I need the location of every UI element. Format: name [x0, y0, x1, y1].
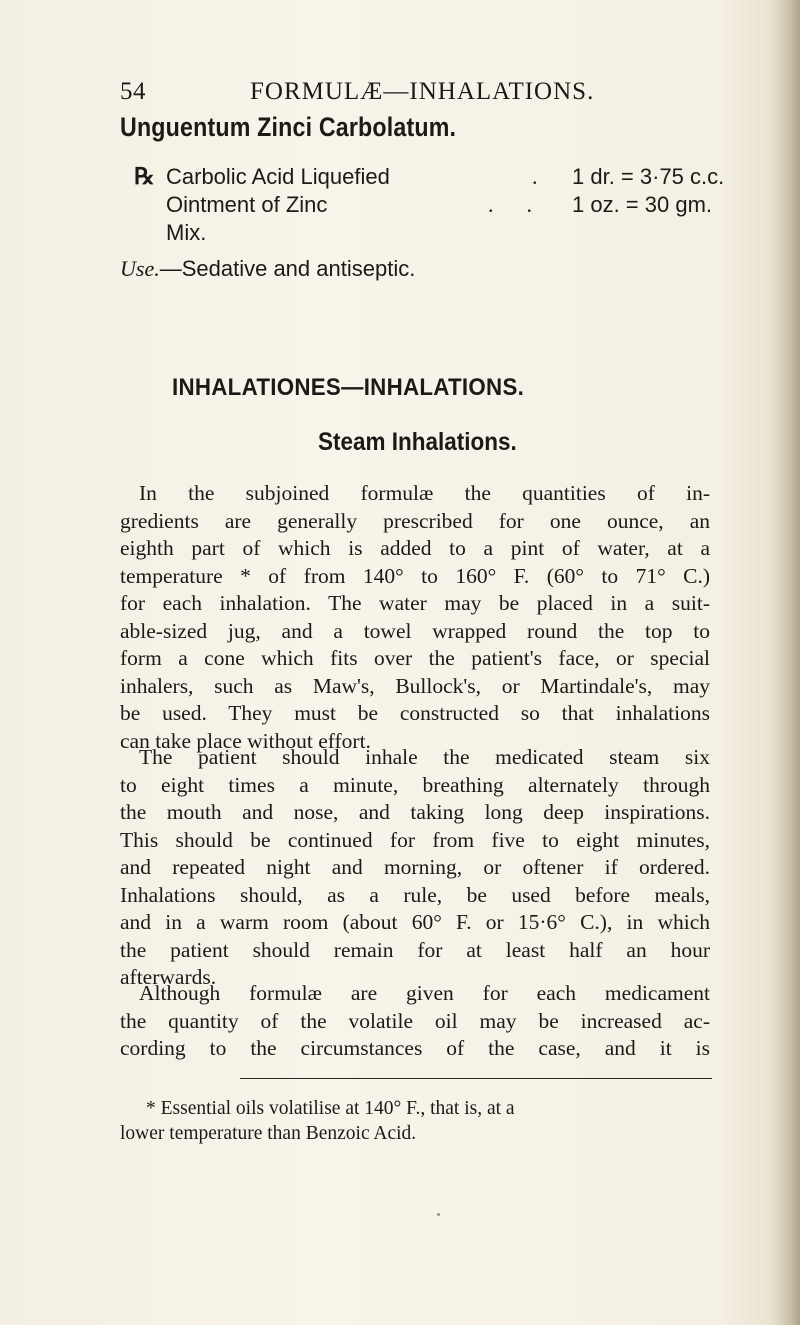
text-line: Although formulæ are given for each medicament	[139, 981, 710, 1005]
mix-instruction: Mix.	[166, 220, 207, 245]
text-line: gredients are generally prescribed for one ounce, an	[120, 508, 710, 533]
footnote-rule	[240, 1078, 712, 1079]
page-edge-shadow	[770, 0, 800, 1325]
use-line	[120, 256, 415, 282]
text-line: The patient should inhale the medicated steam six	[139, 745, 710, 769]
page-number: 54	[120, 78, 146, 105]
text-line: cording to the circumstances of the case, and it is	[120, 1036, 710, 1060]
ingredient-row	[120, 164, 725, 192]
subsection-title: Steam Inhalations.	[318, 428, 517, 456]
paragraph-1	[120, 480, 710, 755]
text-line: be used. They must be constructed so that inhalations	[120, 701, 710, 725]
rx-symbol: ℞	[134, 164, 155, 189]
text-line: and in a warm room (about 60° F. or 15·6° C.), in which	[120, 910, 710, 934]
text-line: able-sized jug, and a towel wrapped round the top to	[120, 618, 710, 643]
text-line: the mouth and nose, and taking long deep inspirations.	[120, 800, 710, 824]
text-line: can take place without effort.	[120, 728, 371, 753]
section-title: INHALATIONES—INHALATIONS.	[172, 374, 525, 401]
text-line: the quantity of the volatile oil may be increased ac-	[120, 1008, 710, 1033]
footnote-line: * Essential oils volatilise at 140° F., that is, at a	[146, 1098, 515, 1119]
text-line: form a cone which fits over the patient's face, or special	[120, 646, 710, 670]
text-line: to eight times a minute, breathing alternately through	[120, 772, 710, 797]
ingredient-name: Carbolic Acid Liquefied	[166, 164, 390, 189]
text-line: This should be continued for from five to eight minutes,	[120, 827, 710, 852]
text-line: eighth part of which is added to a pint of water, at a	[120, 536, 710, 560]
ingredient-leader-dots: .	[532, 164, 538, 189]
text-line: temperature * of from 140° to 160° F. (60° to 71° C.)	[120, 563, 710, 588]
ingredient-quantity: 1 dr. = 3·75 c.c.	[572, 164, 725, 189]
use-text: —Sedative and antiseptic.	[159, 256, 416, 281]
text-line: the patient should remain for at least half an hour	[120, 937, 710, 962]
running-head	[0, 74, 800, 114]
footnote	[120, 1096, 710, 1146]
ingredient-name: Ointment of Zinc	[166, 192, 328, 217]
use-label: Use.	[120, 256, 160, 281]
paragraph-2	[120, 744, 710, 992]
recipe-title: Unguentum Zinci Carbolatum.	[120, 112, 457, 142]
paper-speck	[437, 1213, 440, 1216]
text-line: In the subjoined formulæ the quantities of in-	[139, 481, 710, 505]
text-line: for each inhalation. The water may be placed in a suit-	[120, 591, 710, 615]
text-line: afterwards.	[120, 965, 217, 989]
text-line: Inhalations should, as a rule, be used before meals,	[120, 882, 710, 907]
ingredient-row	[120, 192, 720, 220]
ingredient-leader-dots: . .	[488, 192, 532, 217]
ingredient-quantity: 1 oz. = 30 gm.	[572, 192, 713, 217]
footnote-line: lower temperature than Benzoic Acid.	[120, 1123, 417, 1144]
paragraph-3	[120, 980, 710, 1063]
running-title: FORMULÆ—INHALATIONS.	[250, 78, 595, 105]
text-line: and repeated night and morning, or oftener if ordered.	[120, 855, 710, 879]
text-line: inhalers, such as Maw's, Bullock's, or Martindale's, may	[120, 673, 710, 698]
